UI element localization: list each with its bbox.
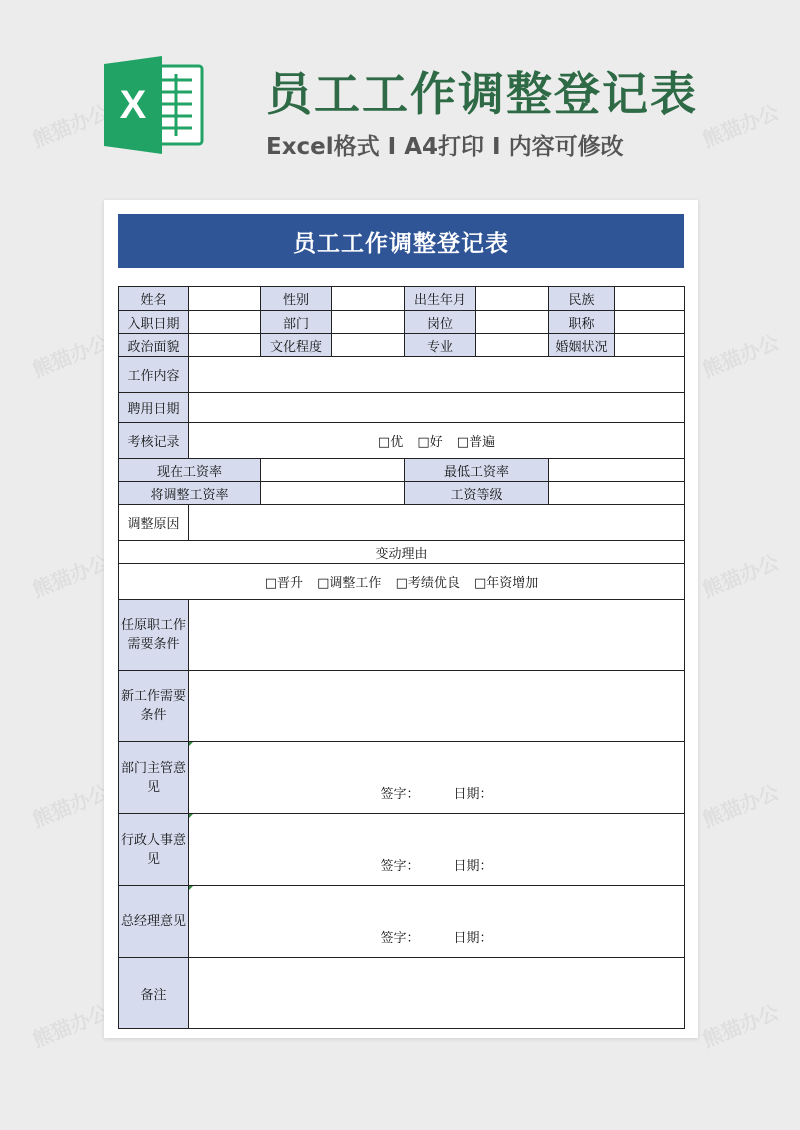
registration-form [118,286,685,1029]
signature-line [189,855,684,874]
option-good[interactable]: □好 [417,435,443,450]
label-new-job-requirements: 新工作需要条件 [119,671,189,742]
label-adjust-reason: 调整原因 [119,505,189,541]
change-reason-options [119,564,685,600]
label-birth: 出生年月 [405,287,476,311]
option-seniority[interactable]: □年资增加 [474,576,539,591]
title-field[interactable] [615,311,685,334]
department-field[interactable] [332,311,405,334]
label-original-job-requirements: 任原职工作需要条件 [119,600,189,671]
ethnicity-field[interactable] [615,287,685,311]
label-min-salary: 最低工资率 [405,459,549,482]
change-reason-header: 变动理由 [119,541,685,564]
table-row [119,287,685,311]
watermark: 熊猫办公 [698,549,783,603]
label-ethnicity: 民族 [549,287,615,311]
original-job-requirements-field[interactable] [189,600,685,671]
major-field[interactable] [476,334,549,357]
label-department: 部门 [261,311,332,334]
label-education: 文化程度 [261,334,332,357]
label-admin-opinion: 行政人事意见 [119,814,189,886]
name-field[interactable] [189,287,261,311]
gm-opinion-field[interactable] [189,886,685,958]
label-title: 职称 [549,311,615,334]
label-political: 政治面貌 [119,334,189,357]
table-row [119,393,685,423]
education-field[interactable] [332,334,405,357]
table-row [119,423,685,459]
sign-label: 签字： [380,930,420,946]
current-salary-field[interactable] [261,459,405,482]
date-label: 日期： [453,786,493,802]
label-gm-opinion: 总经理意见 [119,886,189,958]
label-position: 岗位 [405,311,476,334]
admin-opinion-field[interactable] [189,814,685,886]
label-dept-opinion: 部门主管意见 [119,742,189,814]
watermark: 熊猫办公 [28,779,113,833]
watermark: 熊猫办公 [28,99,113,153]
option-excellent[interactable]: □优 [377,435,404,450]
table-row [119,541,685,564]
new-job-requirements-field[interactable] [189,671,685,742]
table-row [119,958,685,1029]
dept-opinion-field[interactable] [189,742,685,814]
table-row [119,671,685,742]
label-hire-date: 入职日期 [119,311,189,334]
assessment-options [189,423,685,459]
remarks-field[interactable] [189,958,685,1029]
work-content-field[interactable] [189,357,685,393]
table-row [119,742,685,814]
label-adjusted-salary: 将调整工资率 [119,482,261,505]
excel-logo-icon [104,56,204,154]
signature-line [189,783,684,802]
signature-line [189,927,684,946]
sign-label: 签字： [380,786,420,802]
political-field[interactable] [189,334,261,357]
page-title: 员工工作调整登记表 [266,67,698,121]
option-average[interactable]: □普遍 [456,435,496,450]
table-row [119,814,685,886]
table-row [119,600,685,671]
watermark: 熊猫办公 [698,99,783,153]
table-row [119,564,685,600]
label-assessment: 考核记录 [119,423,189,459]
table-row [119,334,685,357]
adjusted-salary-field[interactable] [261,482,405,505]
adjust-reason-field[interactable] [189,505,685,541]
watermark: 熊猫办公 [698,999,783,1053]
table-row [119,482,685,505]
salary-grade-field[interactable] [549,482,685,505]
table-row [119,311,685,334]
gender-field[interactable] [332,287,405,311]
sign-label: 签字： [380,858,420,874]
watermark: 熊猫办公 [698,329,783,383]
option-good-performance[interactable]: □考绩优良 [395,576,460,591]
page-subtitle: Excel格式 I A4打印 I 内容可修改 [266,134,624,160]
label-gender: 性别 [261,287,332,311]
label-major: 专业 [405,334,476,357]
label-remarks: 备注 [119,958,189,1029]
label-work-content: 工作内容 [119,357,189,393]
label-employment-date: 聘用日期 [119,393,189,423]
option-promotion[interactable]: □晋升 [264,576,303,591]
date-label: 日期： [453,858,493,874]
watermark: 熊猫办公 [28,329,113,383]
table-row [119,357,685,393]
label-name: 姓名 [119,287,189,311]
label-salary-grade: 工资等级 [405,482,549,505]
employment-date-field[interactable] [189,393,685,423]
label-current-salary: 现在工资率 [119,459,261,482]
date-label: 日期： [453,930,493,946]
cell-marker [189,814,193,818]
min-salary-field[interactable] [549,459,685,482]
option-job-adjustment[interactable]: □调整工作 [317,576,382,591]
position-field[interactable] [476,311,549,334]
logo-letter: X [119,83,147,127]
table-row [119,505,685,541]
birth-field[interactable] [476,287,549,311]
table-row [119,886,685,958]
watermark: 熊猫办公 [28,549,113,603]
table-row [119,459,685,482]
watermark: 熊猫办公 [698,779,783,833]
label-marital: 婚姻状况 [549,334,615,357]
form-title-banner: 员工工作调整登记表 [118,214,684,268]
cell-marker [189,886,193,890]
hire-date-field[interactable] [189,311,261,334]
cell-marker [189,742,193,746]
marital-field[interactable] [615,334,685,357]
watermark: 熊猫办公 [28,999,113,1053]
